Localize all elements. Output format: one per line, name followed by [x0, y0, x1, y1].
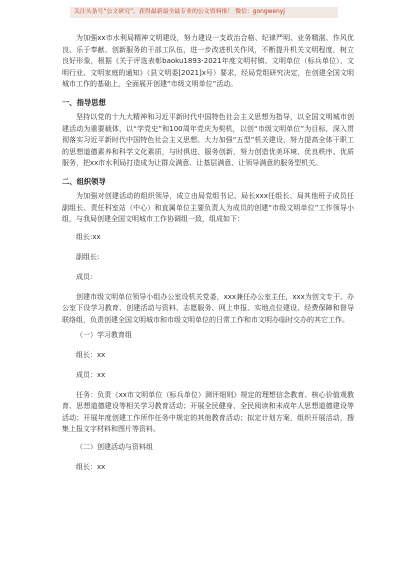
promo-banner-text[interactable]: 关注头条号“公文研究”，获得最新最全最专业的公文资料推！ 微信：gongwenyj — [74, 9, 285, 15]
group1-members-field: 成员：xx — [76, 370, 106, 379]
group2-title: （二）创建活动与资料组 — [76, 442, 153, 451]
deputy-leader-field: 副组长: — [76, 252, 100, 261]
section-heading-guiding-ideology: 一、指导思想 — [62, 97, 106, 107]
group1-leader-field: 组长：xx — [76, 350, 106, 359]
office-paragraph: 创建市级文明单位领导小组办公室设机关党委，xxx兼任办公室主任，xxx为创文专干。办公室下设学习教育、创建活动与资料、志愿服务、网上申报、实地点位建设、经费保障和督导联络组，负责创建全国文明城市和市级文明单位的日常工作和市文明办临时交办的其它工作。 — [62, 292, 354, 324]
group1-title: （一）学习教育组 — [76, 330, 132, 339]
group1-tasks-paragraph: 任务：负责《xx市文明单位（标兵单位）测评细则》规定的理想信念教育、核心价值观教育、思想道德建设等相关学习教育活动；开展全民健身、全民阅读和未成年人思想道德建设等活动；开展年度创建工作所作任务中规定的其他教育活动；拟定计划方案，组织开展活动，搜集上报文字材料和图片等资料。 — [62, 390, 354, 434]
organization-paragraph: 为加强对创建活动的组织领导，成立由局党组书记、局长xxx任组长、局其他班子成员任副组长、责任科室站（中心）和直属单位主要负责人为成员的创建“市级文明单位”工作领导小组，与我局创建全国文明城市工作协调组一致，组成如下： — [62, 191, 354, 224]
members-field: 成员: — [76, 272, 93, 281]
document-body — [62, 33, 354, 473]
leader-field: 组长:xx — [76, 232, 101, 241]
guiding-ideology-paragraph: 坚持以党的十九大精神和习近平新时代中国特色社会主义思想为指导，以全国文明城市创建活动为重要载体，以“学党史”和100周年党庆为契机，以创“市级文明单位”为目标，深入贯彻落实习近平新时代中国特色社会主义思想。大力加强“五型”机关建设，努力提高全体干职工的思想道德素养和科学文化素质，与时俱进、服务创新，努力创造优美环境、优良秩序、优质服务，把xx市水利局打造成为让群众满意、让基层满意、让领导满意的服务型机关。 — [62, 112, 354, 168]
promo-banner[interactable] — [0, 0, 408, 26]
group2-leader-field: 组长：xx — [76, 462, 106, 471]
intro-paragraph: 为加强xx市水利局精神文明建设，努力建设一支政治合格、纪律严明、业务精湛、作风优良、乐于奉献、创新服务的干部工队伍，进一步改进机关作风，不断提升机关文明程度，树立良好形象，根据《关于评选表彰baoku1893-2021年度文明村镇、文明单位（标兵单位）、文明行业、文明家庭的通知》（县文明委[2021]x号）要求，经局党组研究决定，在创建全国文明城市工作的基础上，全面展开创建“市级文明单位”活动。 — [62, 34, 354, 89]
section-heading-organization: 二、组织领导 — [62, 176, 106, 186]
